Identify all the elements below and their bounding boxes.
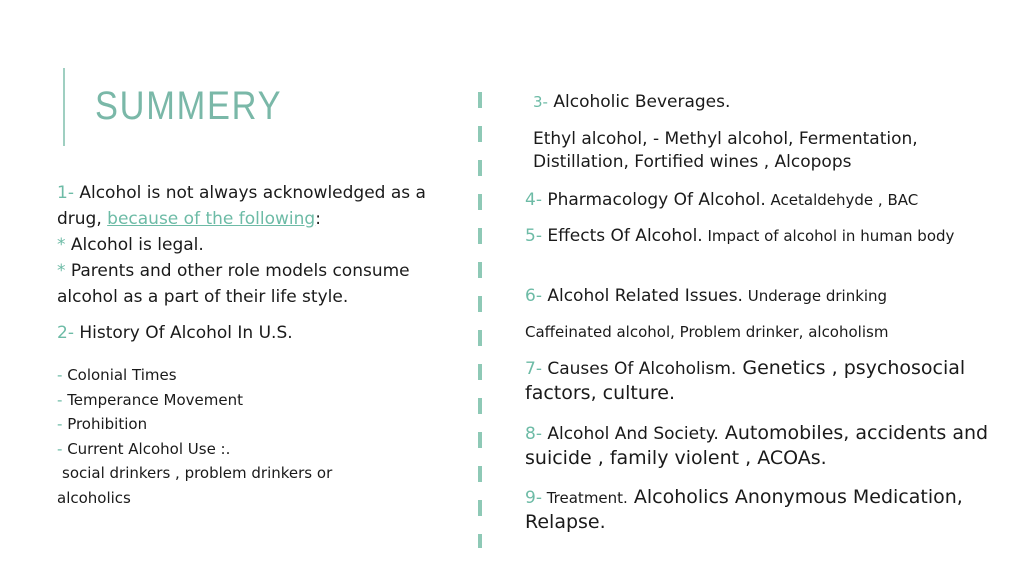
item-detail: Genetics , psychosocial factors, culture. xyxy=(525,357,966,404)
item-detail: Automobiles, accidents and suicide , family violent , ACOAs. xyxy=(525,422,989,469)
bullet-parents: Parents and other role models consume alcohol as a part of their life style. xyxy=(57,261,410,307)
item-detail: Impact of alcohol in human body xyxy=(702,227,955,245)
list-continuation: social drinkers , problem drinkers or xyxy=(62,464,333,482)
item-heading: Causes Of Alcoholism. xyxy=(541,359,737,379)
item-heading: Pharmacology Of Alcohol. xyxy=(541,190,766,210)
item-detail: Underage drinking xyxy=(742,287,888,305)
dash: - xyxy=(57,366,63,384)
bullet-star: * xyxy=(57,261,66,281)
item-heading: Treatment. xyxy=(541,489,628,507)
dash: - xyxy=(57,390,63,409)
item-4 xyxy=(525,188,1005,212)
list-item-text: Prohibition xyxy=(62,415,148,433)
item-number: 8- xyxy=(525,424,542,444)
dash: - xyxy=(57,415,63,433)
item-number: 1- xyxy=(57,183,74,203)
item-text-colon: : xyxy=(315,209,321,229)
item-3-detail: Ethyl alcohol, - Methyl alcohol, Fermentation, Distillation, Fortified wines , Alcopops xyxy=(533,129,918,172)
list-item-text: Temperance Movement xyxy=(62,390,243,409)
list-item xyxy=(57,412,442,437)
list-continuation-2: alcoholics xyxy=(57,488,131,507)
slide-title: SUMMERY xyxy=(95,84,283,128)
item-number: 2- xyxy=(57,323,74,343)
list-item-text: Current Alcohol Use :. xyxy=(62,439,231,458)
title-accent-bar xyxy=(63,68,65,146)
item-heading: Alcohol And Society. xyxy=(541,424,719,444)
item-heading: Effects Of Alcohol. xyxy=(541,226,703,246)
list-item xyxy=(57,363,442,388)
item-2 xyxy=(57,321,442,345)
item-number: 5- xyxy=(525,226,542,246)
history-list xyxy=(57,363,442,510)
item-7 xyxy=(525,356,1005,406)
column-divider xyxy=(478,92,482,548)
item-number: 4- xyxy=(525,190,542,210)
item-1 xyxy=(57,180,442,310)
item-text: History Of Alcohol In U.S. xyxy=(73,323,293,343)
item-6 xyxy=(525,284,1005,308)
bullet-star: * xyxy=(57,235,66,255)
item-5 xyxy=(525,226,965,247)
list-item xyxy=(57,388,442,413)
item-9 xyxy=(525,485,1010,535)
item-number: 6- xyxy=(525,286,542,306)
item-6-detail: Caffeinated alcohol, Problem drinker, alcoholism xyxy=(525,323,889,341)
because-link[interactable]: because of the following xyxy=(107,209,316,229)
item-3 xyxy=(533,90,1013,114)
item-detail: Alcoholics Anonymous Medication, Relapse. xyxy=(525,486,963,533)
dash: - xyxy=(57,439,63,458)
list-item xyxy=(57,437,442,462)
item-number: 7- xyxy=(525,359,542,379)
item-8 xyxy=(525,421,995,471)
item-heading: Alcoholic Beverages. xyxy=(547,92,731,112)
item-heading: Alcohol Related Issues. xyxy=(541,286,743,306)
item-number: 9- xyxy=(525,488,542,508)
item-detail: Acetaldehyde , BAC xyxy=(765,191,919,209)
bullet-legal: Alcohol is legal. xyxy=(65,235,204,255)
item-text: Alcohol is not always acknowledged as a drug, xyxy=(57,183,426,229)
item-number: 3- xyxy=(533,93,548,111)
list-item-text: Colonial Times xyxy=(62,366,177,384)
